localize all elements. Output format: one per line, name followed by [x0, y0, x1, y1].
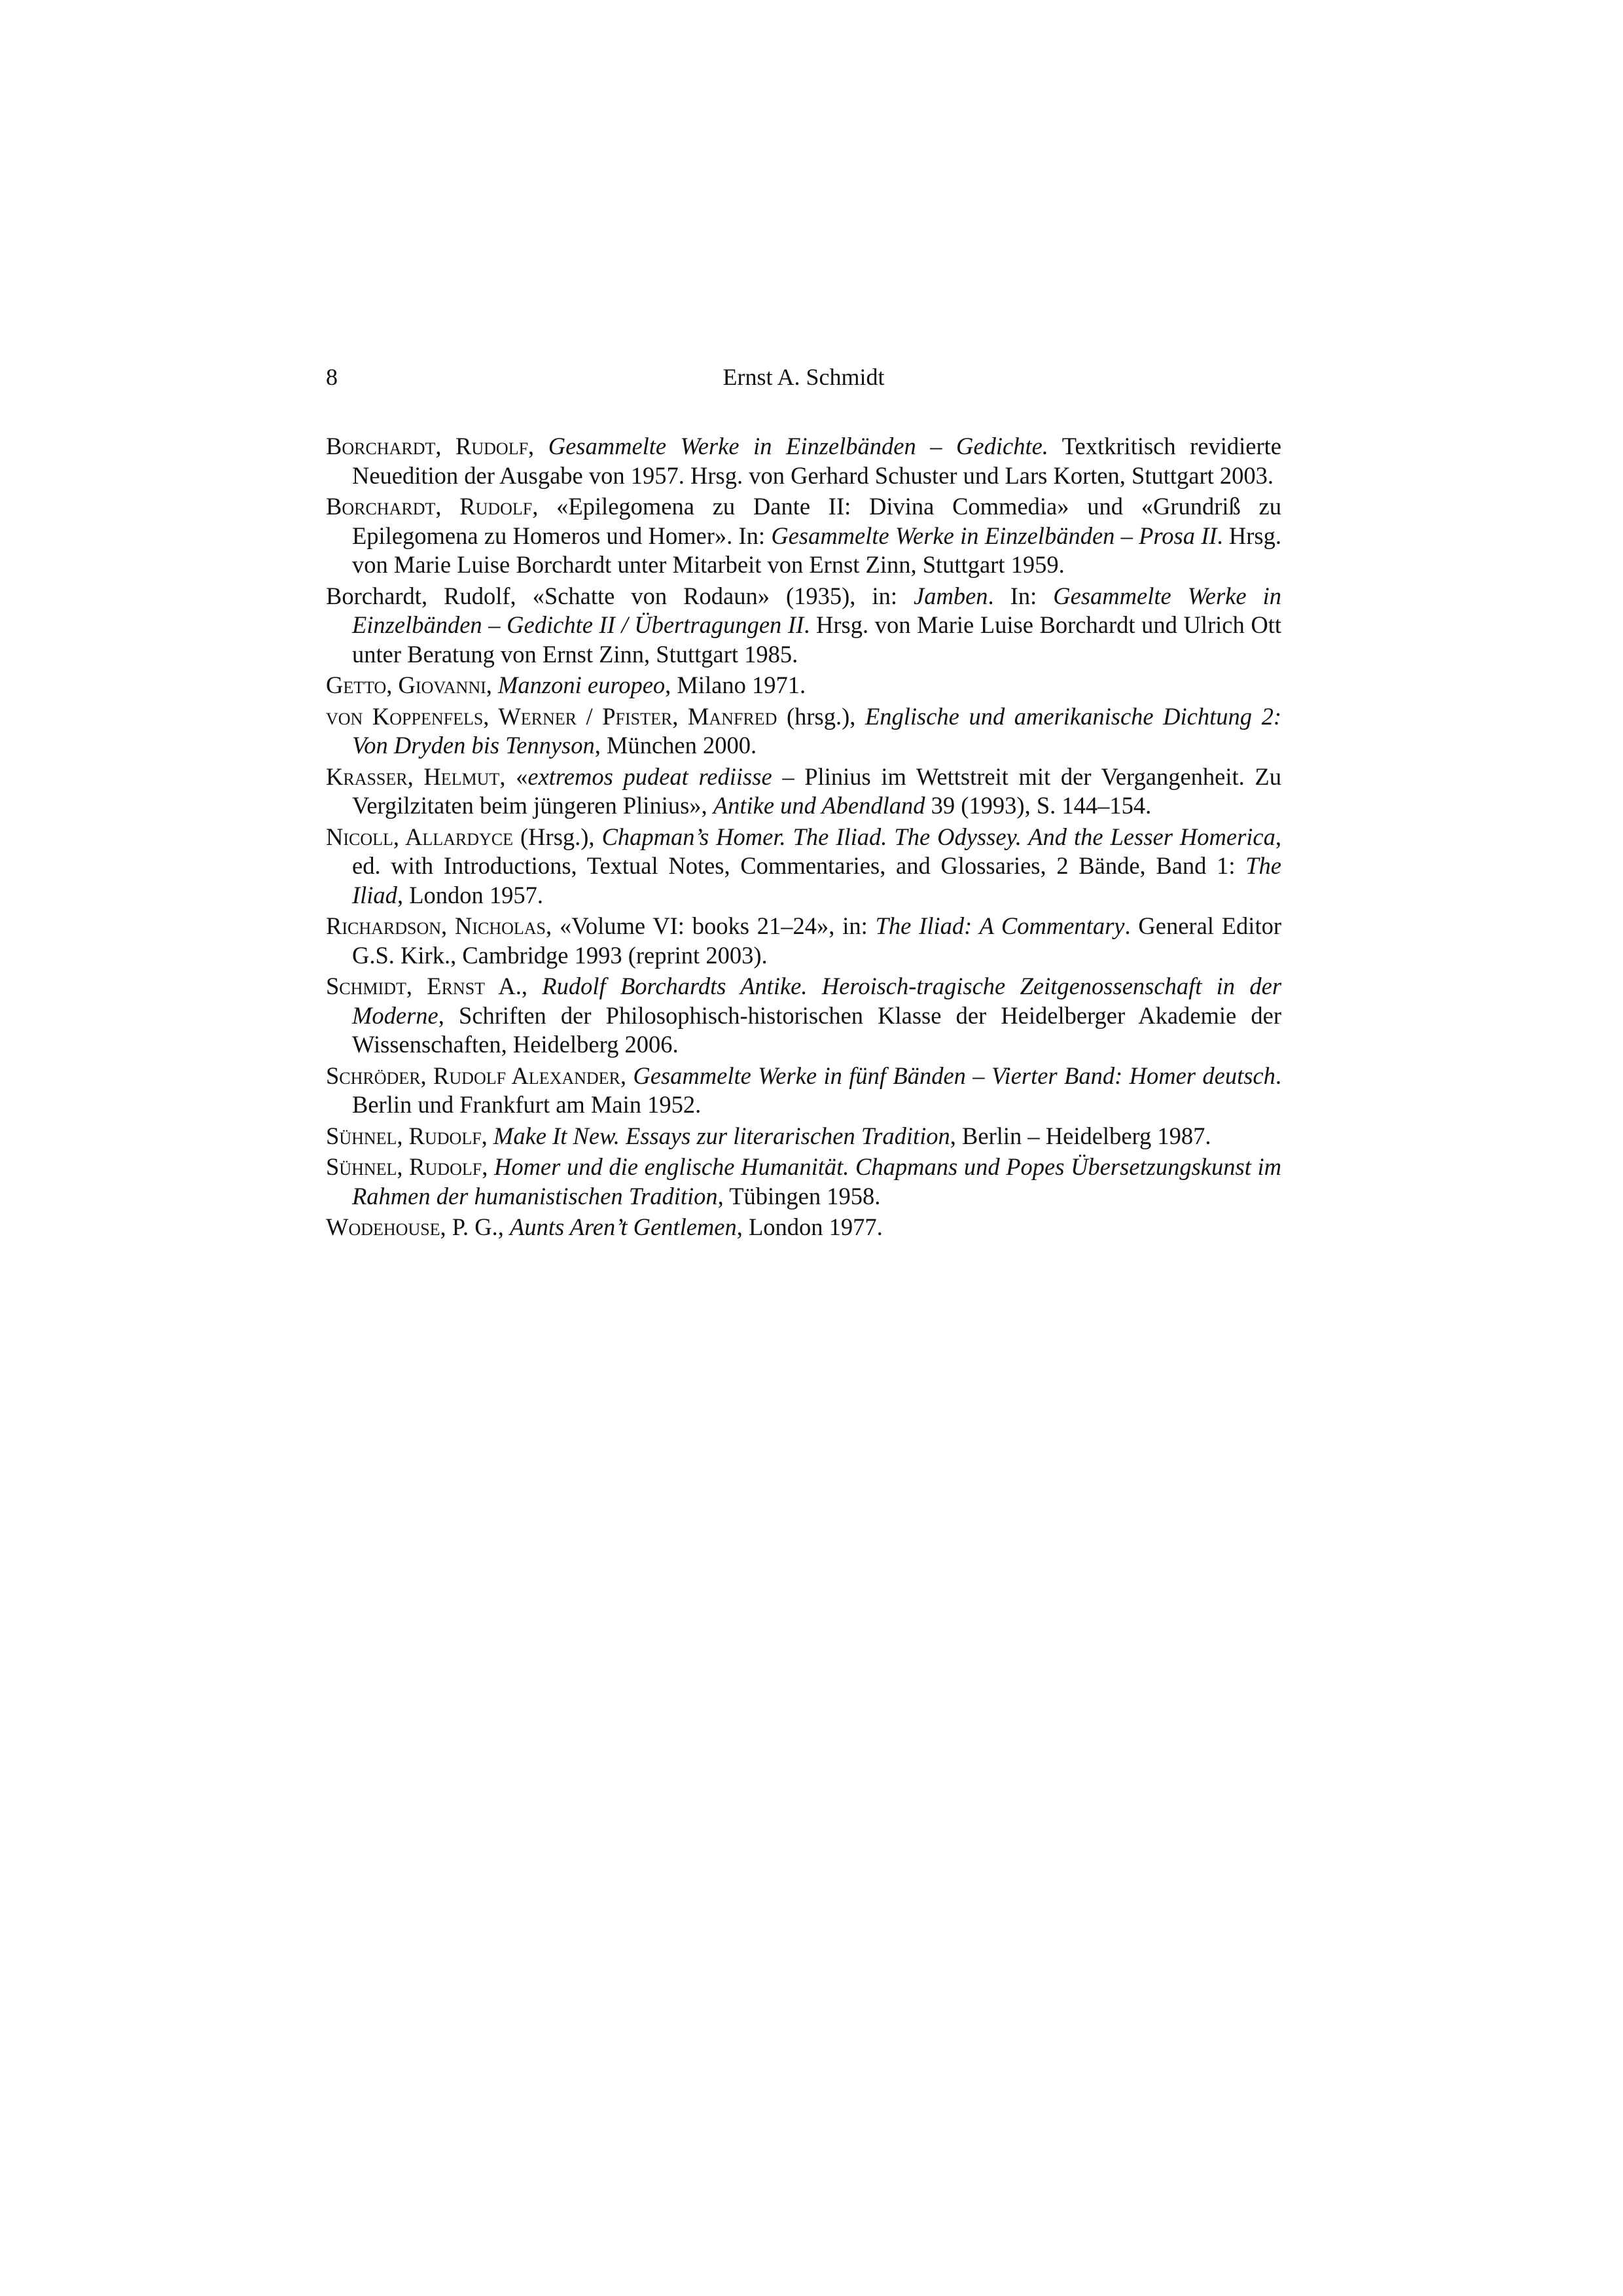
entry-details: , München 2000.: [594, 732, 757, 759]
entry-title: Gesammelte Werke in fünf Bänden – Vierter Band: Homer deutsch: [633, 1062, 1275, 1089]
entry-prefix: (Hrsg.),: [513, 823, 602, 850]
entry-author: Borchardt, Rudolf: [326, 493, 533, 520]
entry-title-secondary: Gesammelte Werke in Einzelbänden – Gedichte II / Übertragungen II: [352, 582, 1281, 638]
entry-details-secondary: 39 (1993), S. 144–154.: [925, 792, 1152, 819]
entry-details: , ed. with Introductions, Textual Notes, Commentaries, and Glossaries, 2 Bände, Band 1:: [352, 823, 1282, 879]
bibliography-entry: [326, 582, 1281, 670]
entry-title: Jamben: [914, 582, 988, 609]
entry-details: . Hrsg. von Marie Luise Borchardt unter Mitarbeit von Ernst Zinn, Stuttgart 1959.: [352, 522, 1281, 578]
entry-title: Aunts Aren’t Gentlemen: [510, 1213, 737, 1240]
entry-details: . General Editor G.S. Kirk., Cambridge 1993 (reprint 2003).: [352, 912, 1281, 969]
bibliography-entry: [326, 912, 1281, 970]
entry-author: Wodehouse, P. G.: [326, 1213, 498, 1240]
entry-details: – Plinius im Wettstreit mit der Vergangenheit. Zu Vergilzitaten beim jüngeren Plinius»,: [352, 762, 1281, 819]
entry-title-secondary: Antike und Abendland: [713, 792, 925, 819]
entry-author: Sühnel, Rudolf: [326, 1153, 482, 1180]
bibliography-entry: Schmidt, Ernst A., Rudolf Borchardts Antike. Heroisch-tragische Zeitgenossenschaft in der Moderne, Schriften der Philosophisch-historischen Klasse der Heidelberger Akademie der Wissenschaften, Heidelberg 2006.: [326, 973, 1282, 1058]
entry-details: , Schriften der Philosophisch-historischen Klasse der Heidelberger Akademie der Wissenschaften, Heidelberg 2006.: [352, 1001, 1281, 1058]
bibliography-entry: Sühnel, Rudolf, Homer und die englische Humanität. Chapmans und Popes Übersetzungskunst im Rahmen der humanistischen Tradition, Tübingen 1958.: [326, 1153, 1281, 1210]
entry-author: Borchardt, Rudolf: [326, 433, 529, 459]
entry-details: , Berlin – Heidelberg 1987.: [950, 1122, 1211, 1149]
bibliography-entry: [326, 823, 1281, 910]
entry-details-secondary: , London 1957.: [397, 881, 543, 908]
entry-author: Schmidt, Ernst A.: [326, 973, 522, 999]
entry-author: Krasser, Helmut: [326, 762, 500, 790]
entry-details: , Milano 1971.: [665, 672, 806, 698]
entry-author: Schröder, Rudolf Alexander: [326, 1062, 620, 1089]
entry-prefix: , «Epilegomena zu Dante II: Divina Commedia» und «Grundriß zu Epilegomena zu Homeros und Homer». In:: [352, 493, 1281, 549]
entry-title: Gesammelte Werke in Einzelbänden – Gedichte.: [548, 433, 1048, 459]
entry-author: Sühnel, Rudolf: [326, 1122, 482, 1149]
bibliography-entry: [326, 762, 1281, 821]
entry-title: Englische und amerikanische Dichtung 2: Von Dryden bis Tennyson: [352, 702, 1281, 759]
bibliography-entry: Borchardt, Rudolf, Gesammelte Werke in Einzelbänden – Gedichte. Textkritisch revidierte Neuedition der Ausgabe von 1957. Hrsg. von Gerhard Schuster und Lars Korten, Stuttgart 2003.: [326, 433, 1282, 489]
entry-author: Nicoll, Allardyce: [326, 823, 514, 850]
entry-details: , London 1977.: [736, 1213, 883, 1240]
entry-title: Chapman’s Homer. The Iliad. The Odyssey. And the Lesser Homerica: [601, 823, 1275, 850]
entry-prefix: , «Volume VI: books 21–24», in:: [546, 912, 876, 939]
bibliography-entry: [326, 702, 1281, 761]
entry-details: , Tübingen 1958.: [717, 1182, 881, 1210]
running-head: Ernst A. Schmidt: [722, 364, 885, 390]
bibliography-list: [326, 432, 1281, 1244]
entry-title: Homer und die englische Humanität. Chapmans und Popes Übersetzungskunst im Rahmen der humanistischen Tradition: [352, 1153, 1281, 1210]
entry-title: extremos pudeat rediisse: [527, 762, 772, 790]
entry-prefix: , «: [499, 762, 528, 790]
entry-connector: . In:: [988, 582, 1054, 609]
entry-title: Manzoni europeo: [498, 672, 666, 698]
entry-details: . Hrsg. von Marie Luise Borchardt und Ulrich Ott unter Beratung von Ernst Zinn, Stuttgart 1985.: [352, 611, 1282, 668]
entry-author: Getto, Giovanni: [326, 672, 486, 698]
entry-title: Gesammelte Werke in Einzelbänden – Prosa II: [771, 522, 1217, 549]
bibliography-entry: [326, 492, 1281, 580]
entry-prefix: (hrsg.),: [777, 702, 865, 730]
bibliography-entry: Getto, Giovanni, Manzoni europeo, Milano 1971.: [326, 672, 806, 698]
entry-details: . Berlin und Frankfurt am Main 1952.: [352, 1062, 1281, 1118]
bibliography-entry: Wodehouse, P. G., Aunts Aren’t Gentlemen, London 1977.: [326, 1213, 883, 1240]
bibliography-entry: Schröder, Rudolf Alexander, Gesammelte Werke in fünf Bänden – Vierter Band: Homer deutsch. Berlin und Frankfurt am Main 1952.: [326, 1062, 1281, 1118]
entry-title-secondary: The Iliad: [352, 852, 1281, 908]
entry-title: The Iliad: A Commentary: [875, 912, 1125, 939]
entry-author: Richardson, Nicholas: [326, 912, 546, 939]
entry-author: von Koppenfels, Werner / Pfister, Manfred: [326, 702, 777, 730]
entry-title: Make It New. Essays zur literarischen Tradition: [493, 1122, 950, 1149]
page-header: [326, 363, 1281, 403]
entry-title: Rudolf Borchardts Antike. Heroisch-tragische Zeitgenossenschaft in der Moderne: [352, 973, 1282, 1029]
bibliography-entry: Sühnel, Rudolf, Make It New. Essays zur literarischen Tradition, Berlin – Heidelberg 1987.: [326, 1122, 1211, 1149]
entry-details: Textkritisch revidierte Neuedition der Ausgabe von 1957. Hrsg. von Gerhard Schuster und Lars Korten, Stuttgart 2003.: [352, 433, 1282, 489]
page-number: 8: [326, 364, 338, 390]
entry-prefix: Borchardt, Rudolf, «Schatte von Rodaun» (1935), in:: [326, 582, 914, 609]
